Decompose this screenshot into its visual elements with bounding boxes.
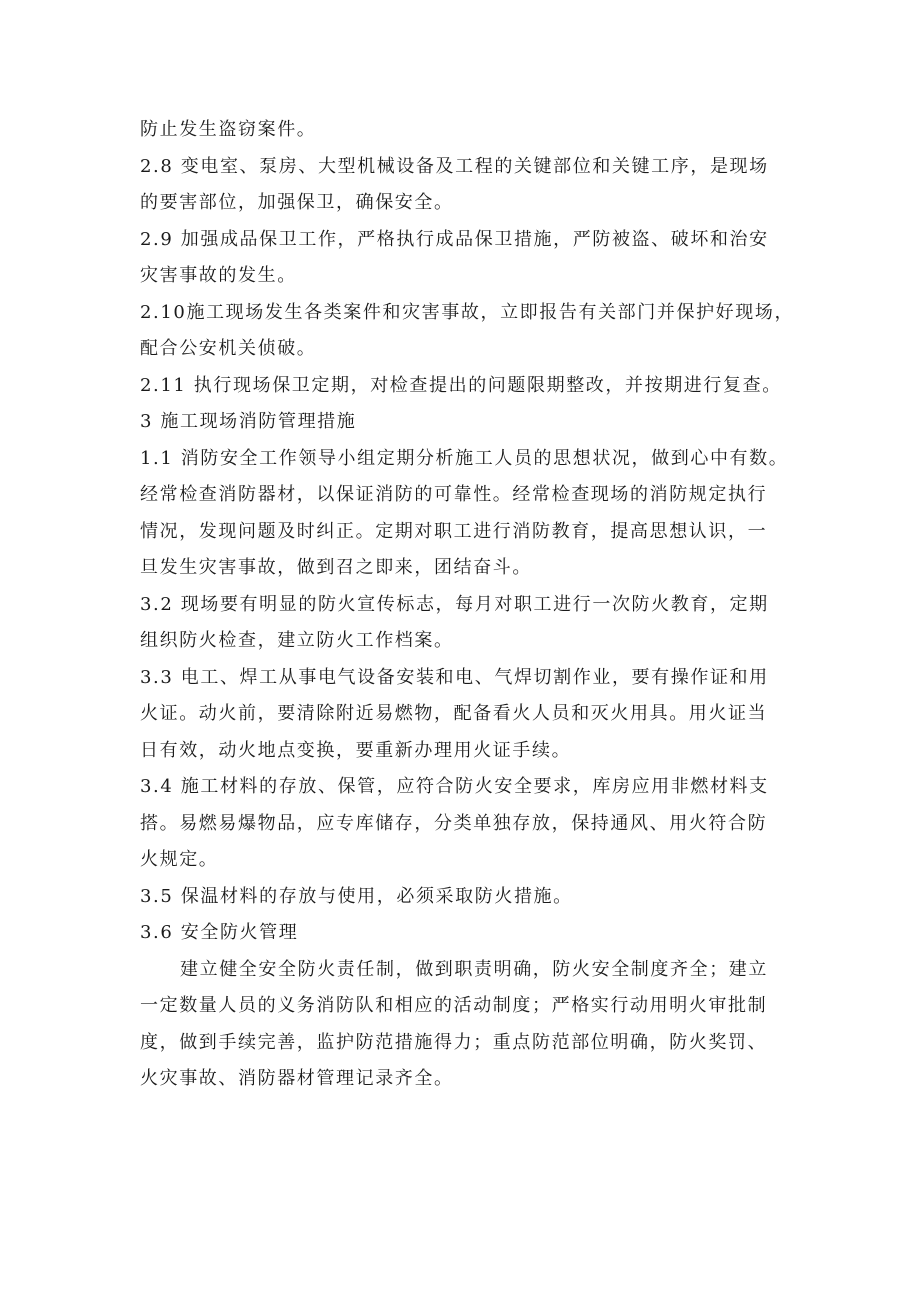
text-line: 防止发生盗窃案件。 <box>140 119 317 140</box>
text-line: 灾害事故的发生。 <box>140 265 297 286</box>
text-line: 火证。动火前，要清除附近易燃物，配备看火人员和灭火用具。用火证当 <box>140 703 768 724</box>
section-heading: 3 施工现场消防管理措施 <box>140 411 357 432</box>
text-line: 组织防火检查，建立防火工作档案。 <box>140 630 454 651</box>
text-line: 3.4 施工材料的存放、保管，应符合防火安全要求，库房应用非燃材料支 <box>140 776 769 797</box>
text-line: 配合公安机关侦破。 <box>140 338 317 359</box>
text-line: 的要害部位，加强保卫，确保安全。 <box>140 192 454 213</box>
text-line: 火规定。 <box>140 849 219 870</box>
text-line: 搭。易燃易爆物品，应专库储存，分类单独存放，保持通风、用火符合防 <box>140 812 768 834</box>
text-line: 经常检查消防器材，以保证消防的可靠性。经常检查现场的消防规定执行 <box>140 484 768 505</box>
text-line: 2.11 执行现场保卫定期，对检查提出的问题限期整改，并按期进行复查。 <box>140 374 782 396</box>
text-line: 建立健全安全防火责任制，做到职责明确，防火安全制度齐全；建立 <box>180 958 768 980</box>
body-text <box>140 112 800 1098</box>
text-line: 2.9 加强成品保卫工作，严格执行成品保卫措施，严防被盗、破坏和治安 <box>140 228 769 250</box>
text-line: 日有效，动火地点变换，要重新办理用火证手续。 <box>140 739 572 761</box>
text-line: 1.1 消防安全工作领导小组定期分析施工人员的思想状况，做到心中有数。 <box>140 447 789 469</box>
text-line: 2.8 变电室、泵房、大型机械设备及工程的关键部位和关键工序，是现场 <box>140 155 769 177</box>
subsection-heading: 3.6 安全防火管理 <box>140 922 299 943</box>
text-line: 3.5 保温材料的存放与使用，必须采取防火措施。 <box>140 885 573 907</box>
text-line: 一定数量人员的义务消防队和相应的活动制度；严格实行动用明火审批制 <box>140 995 768 1016</box>
text-line: 2.10施工现场发生各类案件和灾害事故，立即报告有关部门并保护好现场， <box>140 301 795 323</box>
text-line: 3.3 电工、焊工从事电气设备安装和电、气焊切割作业，要有操作证和用 <box>140 666 769 688</box>
text-line: 情况，发现问题及时纠正。定期对职工进行消防教育，提高思想认识，一 <box>140 520 768 542</box>
text-line: 旦发生灾害事故，做到召之即来，团结奋斗。 <box>140 557 532 578</box>
text-line: 火灾事故、消防器材管理记录齐全。 <box>140 1068 454 1089</box>
text-line: 3.2 现场要有明显的防火宣传标志，每月对职工进行一次防火教育，定期 <box>140 593 769 615</box>
text-line: 度，做到手续完善，监护防范措施得力；重点防范部位明确，防火奖罚、 <box>140 1031 768 1053</box>
